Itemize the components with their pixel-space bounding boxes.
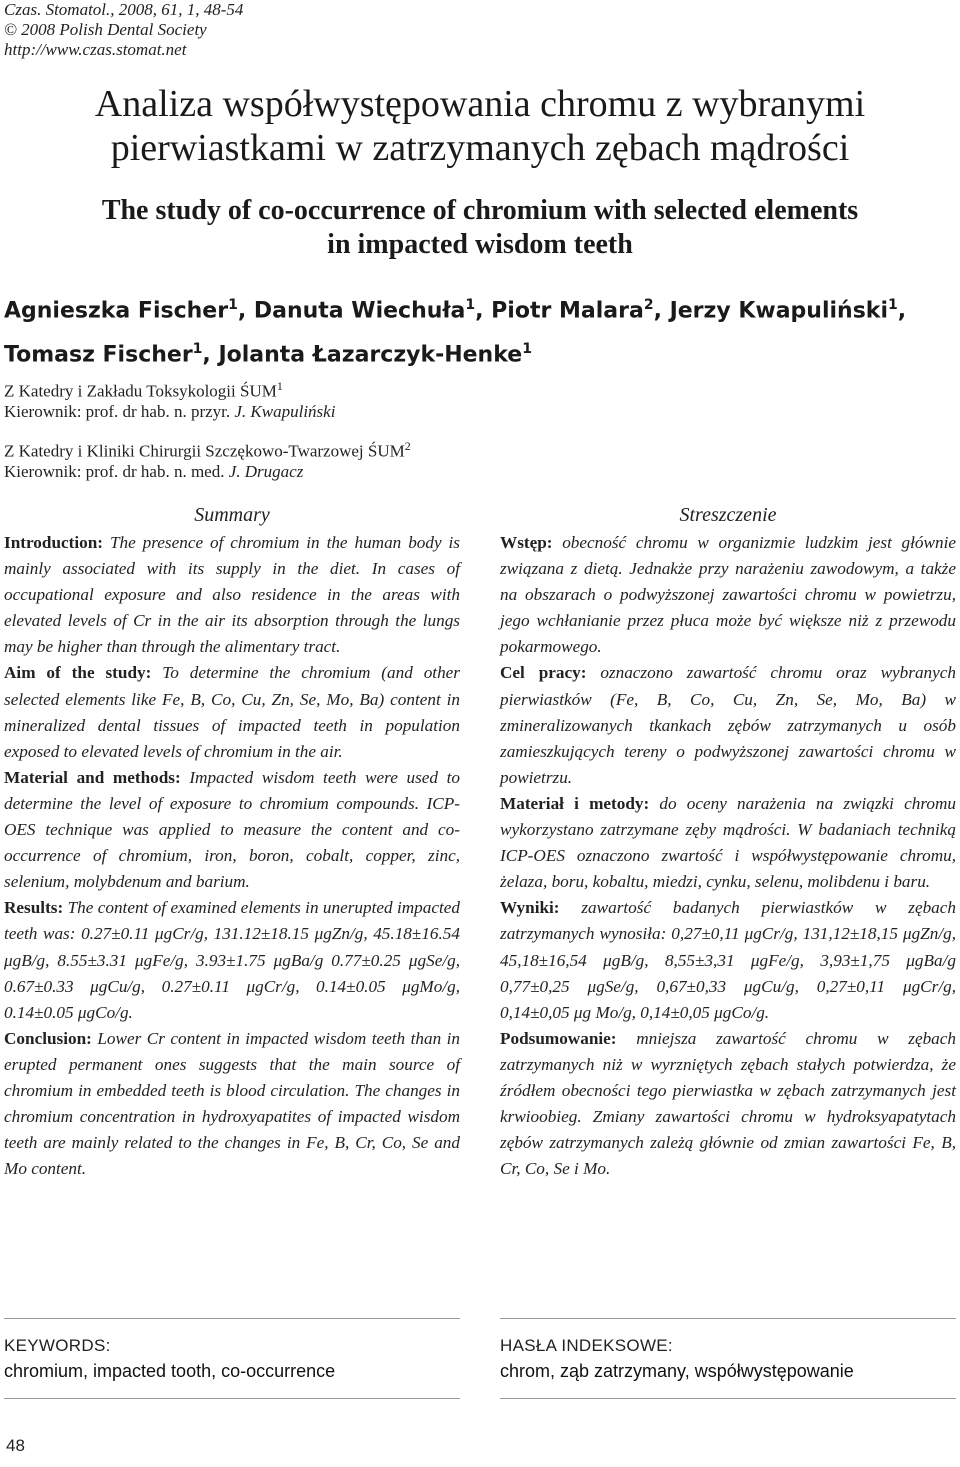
streszczenie-column [500,502,956,1182]
affiliation-marker: 1 [465,297,476,313]
streszczenie-metody: Materiał i metody: do oceny narażenia na związki chromu wykorzystano zatrzymane zęby mądrości. W badaniach techniką ICP-OES oznaczono zwartość i współwystępowanie chromu, żelaza, boru, kobaltu, miedzi, cynku, selenu, molibdenu i baru. [500,793,957,892]
streszczenie-wstep: Wstęp: obecność chromu w organizmie ludzkim jest głównie związana z dietą. Jednakże przy narażeniu zawodowym, a także na obszarach o podwyższonej zawartości chromu w powietrzu, jego wchłanianie przez płuca może być większe niż z przewodu pokarmowego. [500,533,956,657]
keywords-top-divider [4,1318,460,1319]
author-name: , Danuta Wiechuła [237,298,466,324]
summary-aim: Aim of the study: To determine the chromium (and other selected elements like Fe, B, Co, Cu, Zn, Se, Mo, Ba) content in mineralized dental tissues of impacted teeth in population exposed to elevated levels of chromium in the air. [4,663,460,761]
journal-header [4,0,243,60]
journal-url[interactable]: http://www.czas.stomat.net [4,40,187,59]
hasla-text: chrom, ząb zatrzymany, współwystępowanie [500,1361,854,1381]
affiliation-department: Z Katedry i Kliniki Chirurgii Szczękowo-Twarzowej ŚUM$^2$ [4,439,411,461]
title-english-line2: in impacted wisdom teeth [327,229,633,260]
streszczenie-cel: Cel pracy: oznaczono zawartość chromu oraz wybranych pierwiastków (Fe, B, Co, Cu, Zn, Se, Mo, Ba) w zmineralizowanych tkankach zębów zatrzymanych u osób zamieszkujących tereny o podwyższonej zawartości chromu w powietrzu. [500,663,956,787]
affiliation-marker: 1 [522,341,532,358]
author-line2 [4,330,956,374]
affiliation-1 [4,376,904,422]
summary-results: Results: The content of examined elements in unerupted impacted teeth was: 0.27±0.11 μgCr/g, 131.12±18.15 μgZn/g, 45.18±16.54 μgB/g, 8.55±3.31 μgFe/g, 3.93±1.75 μgBa/g 0.77±0.25 μgSe/g, 0.67±0.33 μgCu/g, 0.27±0.11 μgCr/g, 0.14±0.05 μgMo/g, 0.14±0.05 μgCo/g. [4,898,460,1022]
summary-methods: Material and methods: Impacted wisdom teeth were used to determine the level of exposure to chromium compounds. ICP-OES technique was applied to measure the content and co-occurrence of chromium, iron, boron, cobalt, copper, zinc, selenium, molybdenum and barium. [4,767,460,892]
streszczenie-heading: Streszczenie [679,504,777,526]
affiliation-department: Z Katedry i Zakładu Toksykologii ŚUM$^1$ [4,379,283,401]
hasla-heading: HASŁA INDEKSOWE: [500,1336,673,1355]
page-number: 48 [6,1436,25,1455]
hasla-top-divider [500,1318,956,1319]
streszczenie-wyniki: Wyniki: zawartość badanych pierwiastków w zębach zatrzymanych wynosiła: 0,27±0,11 μgCr/g, 131,12±18,15 μgZn/g, 45,18±16,54 μgB/g, 8,55±3,31 μgFe/g, 3,93±1,75 μgBa/g 0,77±0,25 μgSe/g, 0,67±0,33 μgCu/g, 0,27±0,11 μgCr/g, 0,14±0,05 μg Mo/g, 0,14±0,05 μgCo/g. [500,898,956,1022]
title-polish-line2: pierwiastkami w zatrzymanych zębach mądrości [110,127,850,169]
summary-column [4,502,460,1182]
title-polish [0,82,960,170]
keywords-heading: KEYWORDS: [4,1336,111,1355]
title-polish-line1: Analiza współwystępowania chromu z wybranymi [94,83,866,125]
author-line1 [4,286,956,330]
affiliation-head: Kierownik: prof. dr hab. n. med. J. Drugacz [4,461,304,481]
author-name: Tomasz Fischer [4,342,193,368]
keywords-bottom-divider [4,1398,460,1399]
affiliation-2 [4,436,904,482]
affiliation-marker: 2 [643,297,654,313]
author-name: , Jerzy Kwapuliński [653,298,888,324]
streszczenie-podsumowanie: Podsumowanie: mniejsza zawartość chromu w zębach zatrzymanych niż w wyrzniętych zębach stałych potwierdza, że źródłem obecności tego pierwiastka w zębach zatrzymanych jest krwioobieg. Zmiany zawartości chromu w hydroksyapatytach zębów zatrzymanych zależą głównie od zmian zawartości Fe, B, Cr, Co, Se i Mo. [500,1028,956,1179]
author-name: , Piotr Malara [475,298,644,324]
summary-introduction: Introduction: The presence of chromium in the human body is mainly associated with its supply in the diet. In cases of occupational exposure and also residence in the areas with elevated levels of Cr in the air its absorption through the lungs may be higher than through the alimentary tract. [4,533,460,657]
author-name: Agnieszka Fischer [4,298,229,324]
affiliation-marker: 1 [192,341,203,358]
affiliation-head: Kierownik: prof. dr hab. n. przyr. J. Kwapuliński [4,401,336,421]
journal-citation: Czas. Stomatol., 2008, 61, 1, 48-54 [4,0,244,19]
affiliation-marker: 1 [887,297,898,313]
keywords-text: chromium, impacted tooth, co-occurrence [4,1361,336,1381]
hasla-bottom-divider [500,1398,956,1399]
summary-heading: Summary [194,504,270,526]
affiliation-marker: 1 [228,297,238,313]
author-separator: , [897,298,907,324]
author-list [4,286,956,375]
journal-copyright: © 2008 Polish Dental Society [4,20,207,39]
summary-conclusion: Conclusion: Lower Cr content in impacted wisdom teeth than in erupted permanent ones suggests that the main source of chromium in embedded teeth is blood circulation. The changes in chromium concentration in hydroxyapatites of impacted wisdom teeth are mainly related to the changes in Fe, B, Cr, Co, Se and Mo content. [4,1028,460,1179]
title-english [0,194,960,262]
author-name: , Jolanta Łazarczyk-Henke [202,342,523,368]
title-english-line1: The study of co-occurrence of chromium with selected elements [101,195,859,226]
